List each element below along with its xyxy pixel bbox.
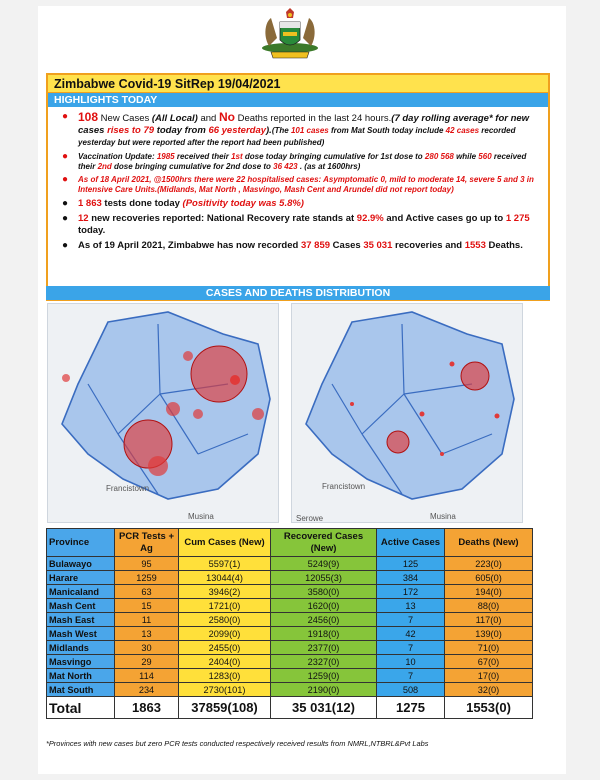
table-cell: Manicaland xyxy=(47,585,115,599)
table-row xyxy=(47,641,533,655)
table-cell: 17(0) xyxy=(445,669,533,683)
table-cell: 3580(0) xyxy=(271,585,377,599)
table-cell: 7 xyxy=(377,669,445,683)
highlight-vaccination: ● Vaccination Update: 1985 received their 1st dose today bringing cumulative for 1st dose to 280 568 while 560 received their 2nd dose bringing cumulative for 2nd dose to 36 423 . (as at 1600hrs) xyxy=(62,151,527,171)
table-cell: Mash East xyxy=(47,613,115,627)
table-cell: 2099(0) xyxy=(179,627,271,641)
table-cell: 5597(1) xyxy=(179,557,271,571)
highlight-recoveries: ● 12 new recoveries reported: National Recovery rate stands at 92.9% and Active cases go up to 1 275 today. xyxy=(62,213,530,236)
table-row xyxy=(47,557,533,571)
table-cell: 1283(0) xyxy=(179,669,271,683)
table-cell: 117(0) xyxy=(445,613,533,627)
table-cell: Midlands xyxy=(47,641,115,655)
table-row xyxy=(47,599,533,613)
table-row xyxy=(47,683,533,697)
table-cell: 508 xyxy=(377,683,445,697)
table-cell: 234 xyxy=(115,683,179,697)
map-label-francistown: Francistown xyxy=(106,484,150,493)
highlight-cumulative: ● As of 19 April 2021, Zimbabwe has now recorded 37 859 Cases 35 031 recoveries and 1553 Deaths. xyxy=(62,240,523,251)
table-row xyxy=(47,571,533,585)
highlight-new-cases: ● 108 New Cases (All Local) and No Deaths reported in the last 24 hours.(7 day rolling average* for new cases rises to 79 today from 66 yesterday).(The 101 cases from Mat South today include 42 cases recorded yesterday but were reported after the report had been published) xyxy=(62,110,530,147)
bullet-icon: ● xyxy=(62,213,69,224)
table-cell: 2456(0) xyxy=(271,613,377,627)
table-cell: 194(0) xyxy=(445,585,533,599)
table-row xyxy=(47,585,533,599)
table-cell: 2580(0) xyxy=(179,613,271,627)
table-cell: Mash West xyxy=(47,627,115,641)
total-cell: 37859(108) xyxy=(179,697,271,719)
table-cell: 114 xyxy=(115,669,179,683)
table-header-row xyxy=(47,529,533,557)
table-cell: Bulawayo xyxy=(47,557,115,571)
table-cell: 13 xyxy=(377,599,445,613)
table-cell: 2730(101) xyxy=(179,683,271,697)
total-cell: Total xyxy=(47,697,115,719)
table-row xyxy=(47,627,533,641)
bullet-icon: ● xyxy=(62,240,69,251)
table-cell: 1259(0) xyxy=(271,669,377,683)
table-cell: 7 xyxy=(377,641,445,655)
table-cell: 1259 xyxy=(115,571,179,585)
cases-map-graphic xyxy=(48,304,279,523)
bullet-icon: ● xyxy=(62,174,69,185)
map-label-francistown-right: Francistown xyxy=(322,482,366,491)
highlight-hospitalised: ● As of 18 April 2021, @1500hrs there were 22 hospitalised cases: Asymptomatic 0, mild to moderate 14, severe 5 and 3 in Intensive Care Units.(Midlands, Mat North , Masvingo, Mash Cent and Arundel did not report today) xyxy=(62,174,534,194)
table-cell: 5249(9) xyxy=(271,557,377,571)
table-cell: Mat South xyxy=(47,683,115,697)
table-cell: 12055(3) xyxy=(271,571,377,585)
report-title: Zimbabwe Covid-19 SitRep 19/04/2021 xyxy=(48,75,548,93)
highlight-tests: ● 1 863 tests done today (Positivity today was 5.8%) xyxy=(62,198,304,209)
cases-map xyxy=(47,303,279,523)
total-cell: 1275 xyxy=(377,697,445,719)
table-cell: 1620(0) xyxy=(271,599,377,613)
table-cell: 10 xyxy=(377,655,445,669)
table-row xyxy=(47,613,533,627)
highlights-list xyxy=(48,107,548,252)
table-cell: 88(0) xyxy=(445,599,533,613)
total-cell: 1863 xyxy=(115,697,179,719)
table-cell: 11 xyxy=(115,613,179,627)
table-cell: 67(0) xyxy=(445,655,533,669)
deaths-map xyxy=(291,303,523,523)
highlights-heading: HIGHLIGHTS TODAY xyxy=(48,93,548,107)
table-cell: 29 xyxy=(115,655,179,669)
table-cell: 1721(0) xyxy=(179,599,271,613)
table-cell: 139(0) xyxy=(445,627,533,641)
table-cell: 605(0) xyxy=(445,571,533,585)
table-cell: 2377(0) xyxy=(271,641,377,655)
total-cell: 35 031(12) xyxy=(271,697,377,719)
col-recovered: Recovered Cases (New) xyxy=(271,529,377,557)
col-active: Active Cases xyxy=(377,529,445,557)
table-cell: 2455(0) xyxy=(179,641,271,655)
table-cell: 71(0) xyxy=(445,641,533,655)
table-total-row xyxy=(47,697,533,719)
table-cell: 95 xyxy=(115,557,179,571)
table-cell: 7 xyxy=(377,613,445,627)
table-body xyxy=(47,557,533,719)
map-label-musina: Musina xyxy=(188,512,214,521)
col-deaths: Deaths (New) xyxy=(445,529,533,557)
coat-of-arms-icon xyxy=(257,8,323,68)
footnote: *Provinces with new cases but zero PCR tests conducted respectively received results from NMRL,NTBRL&Pvt Labs xyxy=(46,739,429,748)
table-cell: 3946(2) xyxy=(179,585,271,599)
table-cell: 30 xyxy=(115,641,179,655)
highlights-panel xyxy=(46,73,550,301)
table-cell: 2327(0) xyxy=(271,655,377,669)
table-cell: Harare xyxy=(47,571,115,585)
bullet-icon: ● xyxy=(62,198,69,209)
table-row xyxy=(47,669,533,683)
table-cell: 172 xyxy=(377,585,445,599)
col-pcr-tests: PCR Tests + Ag xyxy=(115,529,179,557)
col-province: Province xyxy=(47,529,115,557)
col-cum-cases: Cum Cases (New) xyxy=(179,529,271,557)
table-cell: 13 xyxy=(115,627,179,641)
total-cell: 1553(0) xyxy=(445,697,533,719)
table-cell: 223(0) xyxy=(445,557,533,571)
table-cell: 384 xyxy=(377,571,445,585)
table-cell: 125 xyxy=(377,557,445,571)
bullet-icon: ● xyxy=(62,111,69,122)
table-cell: Mash Cent xyxy=(47,599,115,613)
table-cell: 63 xyxy=(115,585,179,599)
distribution-heading: CASES AND DEATHS DISTRIBUTION xyxy=(46,286,550,300)
table-cell: 32(0) xyxy=(445,683,533,697)
map-label-serowe: Serowe xyxy=(296,514,324,523)
table-cell: 2190(0) xyxy=(271,683,377,697)
province-table xyxy=(46,528,533,719)
table-cell: 13044(4) xyxy=(179,571,271,585)
table-cell: 1918(0) xyxy=(271,627,377,641)
table-cell: 15 xyxy=(115,599,179,613)
map-label-musina-right: Musina xyxy=(430,512,456,521)
table-cell: Mat North xyxy=(47,669,115,683)
table-row xyxy=(47,655,533,669)
bullet-icon: ● xyxy=(62,151,69,162)
table-cell: 2404(0) xyxy=(179,655,271,669)
table-cell: 42 xyxy=(377,627,445,641)
table-cell: Masvingo xyxy=(47,655,115,669)
